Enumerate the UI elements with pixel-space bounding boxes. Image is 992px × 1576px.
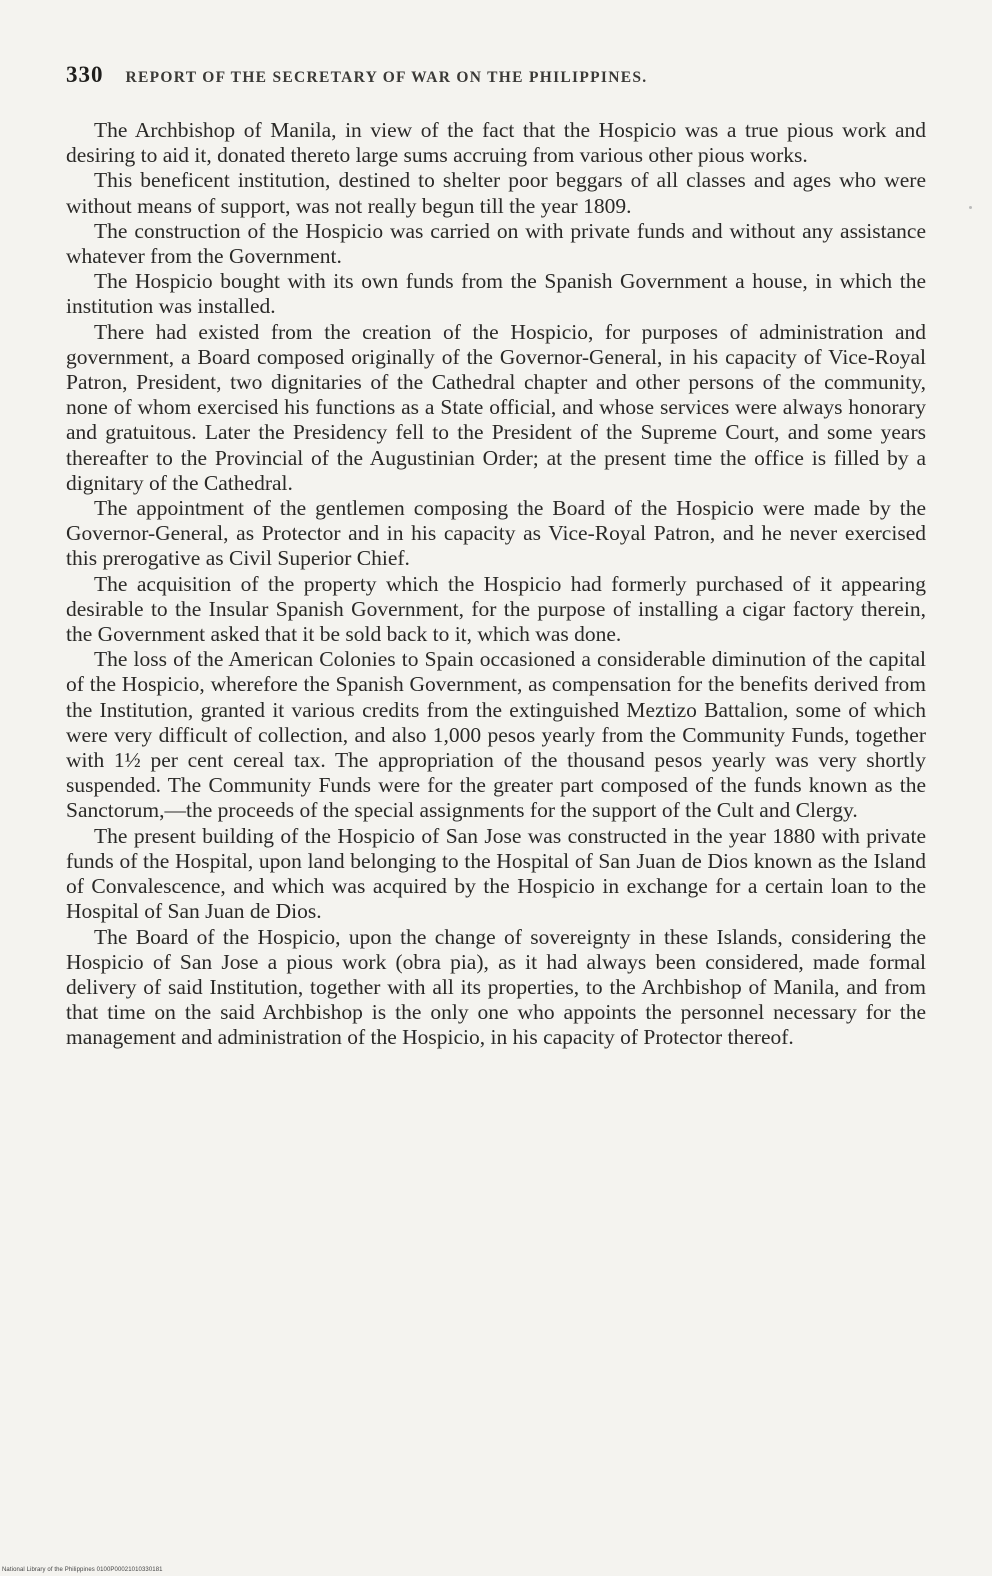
- paragraph-board-composition: There had existed from the creation of the Hospicio, for purposes of administration and government, a Board composed originally of the Governor-General, in his capacity of Vice-Royal Patron, President, two dignitaries of the Cathedral chapter and other persons of the community, none of whom exercised his functions as a State official, and whose services were always honorary and gratuitous. Later the Presidency fell to the President of the Supreme Court, and some years thereafter to the Provincial of the Augustinian Order; at the present time the office is filled by a dignitary of the Cathedral.: [66, 319, 926, 495]
- paragraph-board-appointment: The appointment of the gentlemen composing the Board of the Hospicio were made by the Governor-General, as Protector and in his capacity as Vice-Royal Patron, and he never exercised this prerogative as Civil Superior Chief.: [66, 496, 926, 571]
- paragraph-property-acquisition: The acquisition of the property which the Hospicio had formerly purchased of it appearing desirable to the Insular Spanish Government, for the purpose of installing a cigar factory therein, the Government asked that it be sold back to it, which was done.: [66, 571, 926, 647]
- page-number: 330: [66, 62, 104, 87]
- paragraph-colonies-loss: The loss of the American Colonies to Spain occasioned a considerable diminution of the capital of the Hospicio, wherefore the Spanish Government, as compensation for the benefits derived from the Institution, granted it various credits from the extinguished Meztizo Battalion, some of which were very difficult of collection, and also 1,000 pesos yearly from the Community Funds, together with 1½ per cent cereal tax. The appropriation of the thousand pesos yearly was very shortly suspended. The Community Funds were for the greater part composed of the funds known as the Sanctorum,—the proceeds of the special assignments for the support of the Cult and Clergy.: [66, 647, 926, 823]
- paragraph-archbishop-donation: The Archbishop of Manila, in view of the fact that the Hospicio was a true pious work and desiring to aid it, donated thereto large sums accruing from various other pious works.: [66, 118, 926, 168]
- scan-credit: National Library of the Philippines 0100P00021010330181: [2, 1567, 163, 1573]
- running-head: REPORT OF THE SECRETARY OF WAR ON THE PHILIPPINES.: [125, 69, 648, 86]
- paragraph-construction-funds: The construction of the Hospicio was carried on with private funds and without any assistance whatever from the Government.: [66, 218, 926, 269]
- paragraph-house-purchase: The Hospicio bought with its own funds from the Spanish Government a house, in which the institution was installed.: [66, 269, 926, 319]
- paragraph-sovereignty-change: The Board of the Hospicio, upon the change of sovereignty in these Islands, considering the Hospicio of San Jose a pious work (obra pia), as it had always been considered, made formal delivery of said Institution, together with all its properties, to the Archbishop of Manila, and from that time on the said Archbishop is the only one who appoints the personnel necessary for the management and administration of the Hospicio, in his capacity of Protector thereof.: [66, 924, 926, 1050]
- paragraph-present-building: The present building of the Hospicio of San Jose was constructed in the year 1880 with private funds of the Hospital, upon land belonging to the Hospital of San Juan de Dios known as the Island of Convalescence, and which was acquired by the Hospicio in exchange for a certain loan to the Hospital of San Juan de Dios.: [66, 823, 926, 924]
- page-header: [66, 62, 926, 88]
- paragraph-institution-purpose: This beneficent institution, destined to shelter poor beggars of all classes and ages who were without means of support, was not really begun till the year 1809.: [66, 168, 926, 218]
- scan-smudge: [969, 206, 972, 209]
- body-text: [66, 118, 926, 1051]
